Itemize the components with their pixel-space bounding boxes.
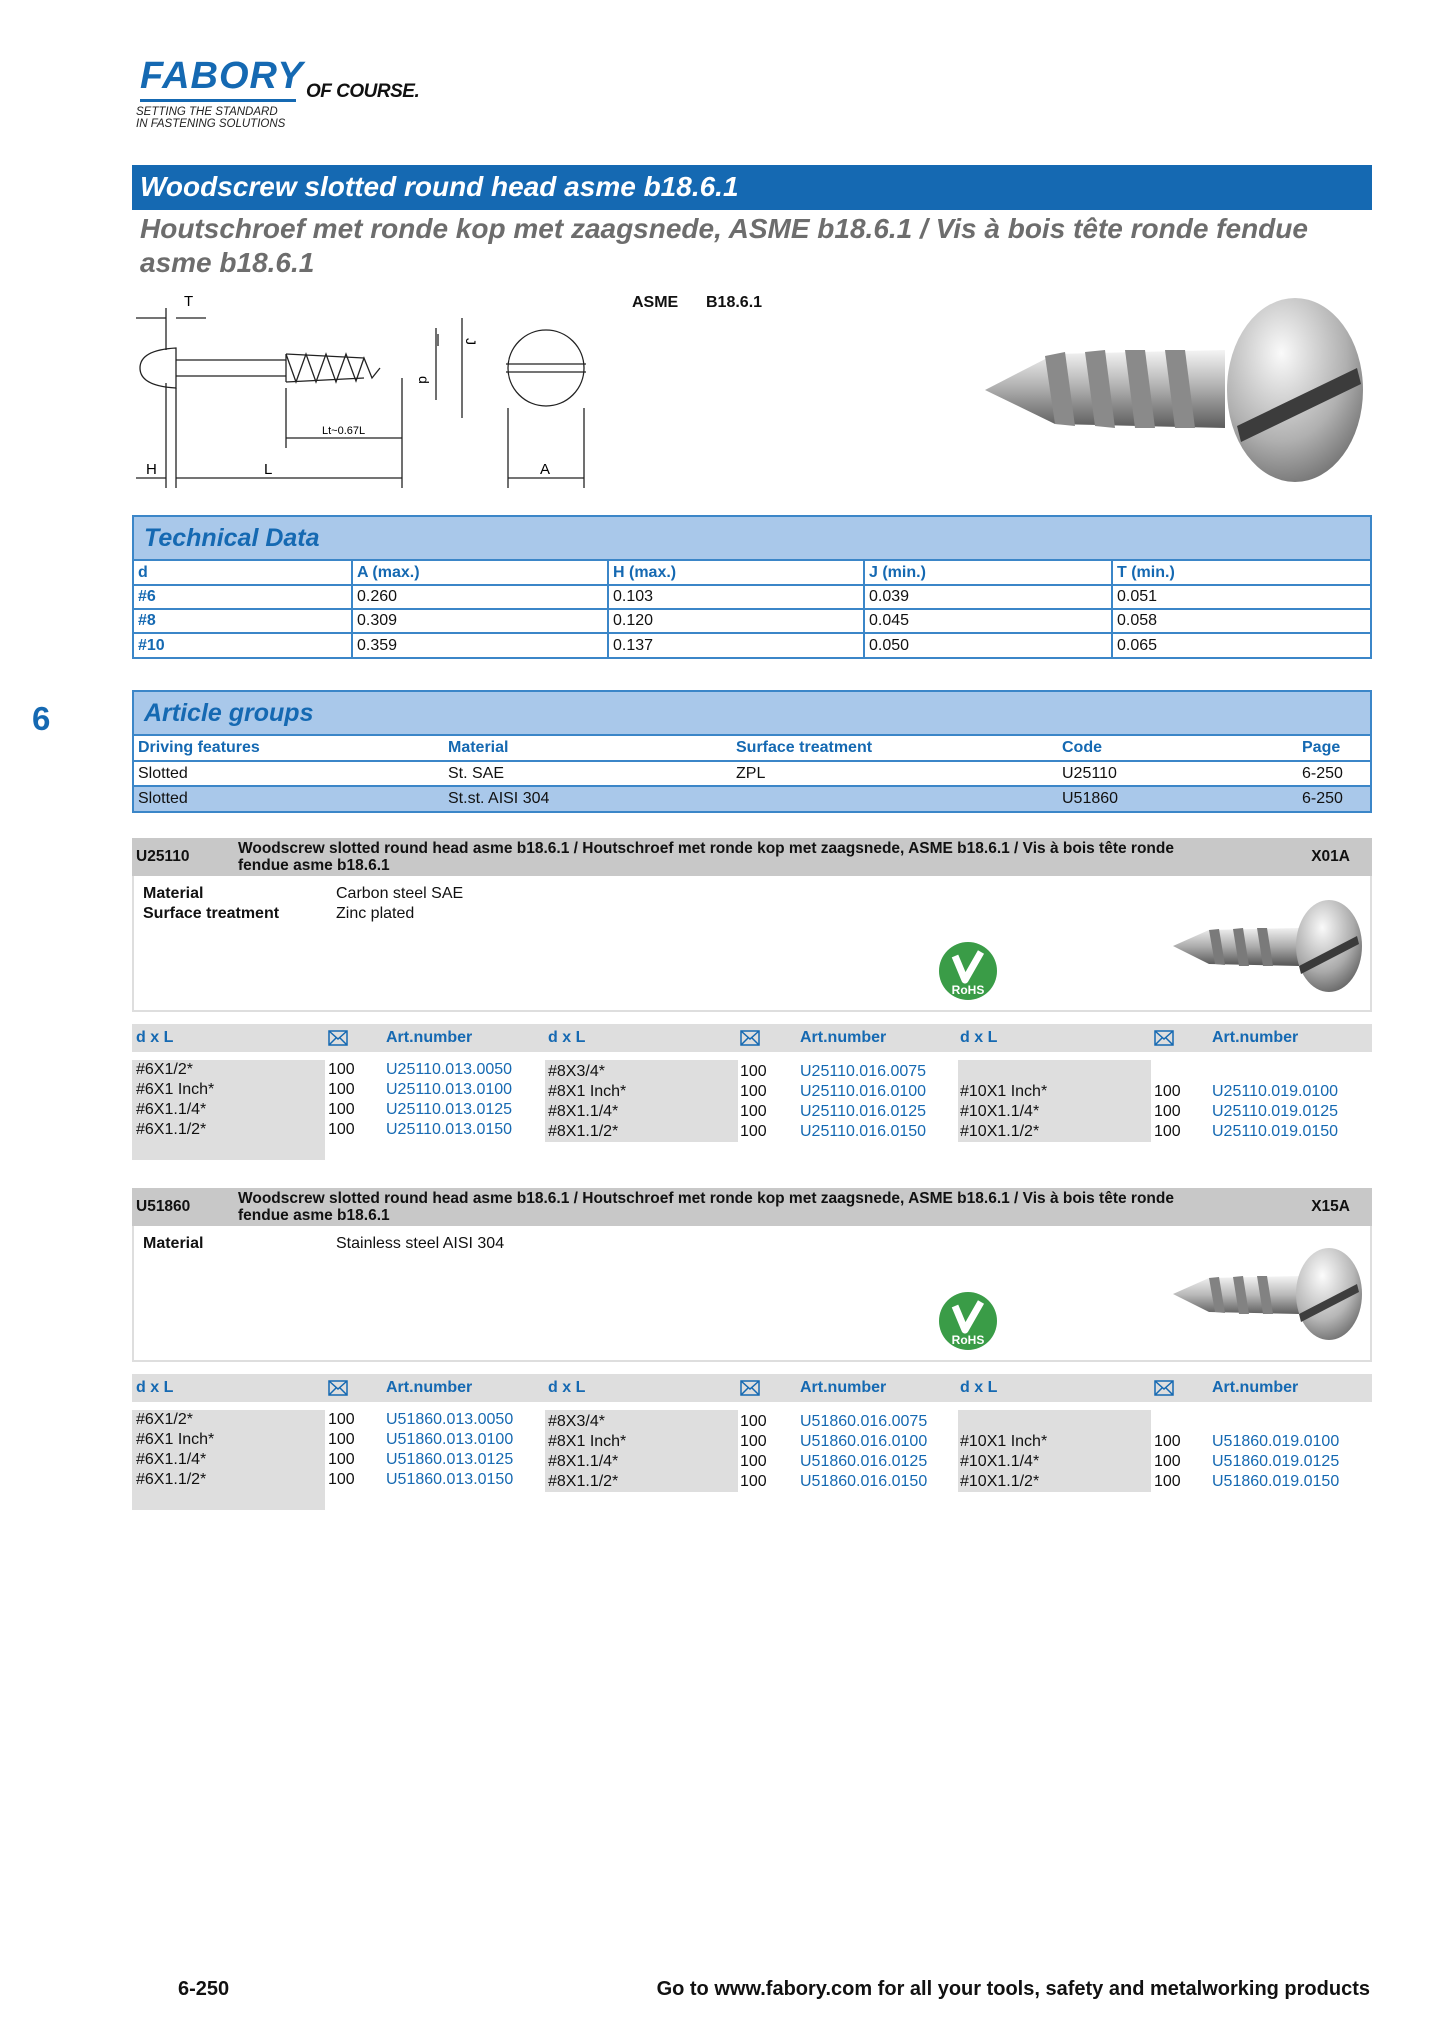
table-cell: St. SAE — [444, 761, 732, 786]
column-header: T (min.) — [1112, 561, 1370, 585]
drawing-label-a: A — [540, 461, 551, 478]
table-cell: 0.120 — [608, 609, 864, 633]
table-cell: U51860 — [1058, 786, 1298, 811]
technical-data-heading: Technical Data — [134, 517, 1370, 561]
column-header: Art.number — [386, 1029, 473, 1046]
size-cell: #10X1 Inch* — [960, 1083, 1048, 1100]
standard-label: ASME — [632, 294, 679, 311]
column-header: d x L — [136, 1029, 174, 1046]
product-code: U51860 — [136, 1198, 191, 1215]
table-cell: Slotted — [134, 786, 444, 811]
technical-drawing — [136, 288, 606, 488]
brand-underline — [140, 99, 296, 102]
size-cell: #6X1.1/2* — [136, 1471, 207, 1488]
quantity-cell: 100 — [328, 1471, 355, 1488]
table-cell: 6-250 — [1298, 761, 1370, 786]
quantity-cell: 100 — [740, 1413, 767, 1430]
column-header: Material — [448, 739, 509, 756]
table-cell: 0.045 — [864, 609, 1112, 633]
article-number-link[interactable]: U51860.019.0125 — [1212, 1453, 1340, 1470]
package-quantity-icon — [1154, 1030, 1174, 1046]
size-cell: #10X1.1/2* — [960, 1473, 1040, 1490]
table-row — [134, 609, 1370, 633]
table-row — [134, 585, 1370, 609]
table-cell: 0.039 — [864, 585, 1112, 609]
article-list — [132, 1024, 1372, 1174]
size-cell: #8X1 Inch* — [548, 1083, 627, 1100]
rohs-badge-icon — [937, 940, 999, 1002]
property-value: Zinc plated — [336, 905, 415, 922]
quantity-cell: 100 — [1154, 1453, 1181, 1470]
table-cell: U25110 — [1058, 761, 1298, 786]
table-row — [134, 633, 1370, 657]
column-header: d x L — [960, 1029, 998, 1046]
package-quantity-icon — [1154, 1380, 1174, 1396]
product-body — [132, 1226, 1372, 1362]
technical-data-table — [134, 561, 1370, 657]
product-photo-small — [1169, 1244, 1364, 1344]
product-description — [238, 840, 1238, 874]
table-cell: #8 — [134, 609, 352, 633]
article-number-link[interactable]: U25110.016.0075 — [800, 1063, 927, 1080]
quantity-cell: 100 — [1154, 1473, 1181, 1490]
article-groups-section — [132, 690, 1372, 813]
package-quantity-icon — [740, 1030, 760, 1046]
section-number: 6 — [32, 700, 51, 737]
quantity-cell: 100 — [328, 1061, 355, 1078]
property-label: Material — [143, 885, 204, 902]
brand-name: FABORY — [140, 55, 304, 97]
quantity-cell: 100 — [328, 1451, 355, 1468]
size-cell: #6X1.1/2* — [136, 1121, 207, 1138]
package-quantity-icon — [328, 1030, 348, 1046]
product-reference: X15A — [1311, 1198, 1350, 1215]
article-number-link[interactable]: U25110.019.0100 — [1212, 1083, 1339, 1100]
product-block — [132, 1188, 1372, 1490]
size-cell: #8X1.1/2* — [548, 1473, 619, 1490]
package-quantity-icon — [328, 1380, 348, 1396]
column-header: d x L — [548, 1029, 586, 1046]
quantity-cell: 100 — [740, 1453, 767, 1470]
table-cell: 0.103 — [608, 585, 864, 609]
drawing-label-lt: Lt~0.67L — [322, 425, 366, 437]
page-number: 6-250 — [178, 1978, 230, 2000]
package-quantity-icon — [740, 1380, 760, 1396]
product-description-line: fendue asme b18.6.1 — [238, 857, 390, 874]
table-cell: ZPL — [732, 761, 1058, 786]
article-number-link[interactable]: U25110.013.0125 — [386, 1101, 513, 1118]
table-cell: 0.137 — [608, 633, 864, 657]
property-value: Carbon steel SAE — [336, 885, 464, 902]
article-number-link[interactable]: U25110.019.0125 — [1212, 1103, 1339, 1120]
size-cell: #6X1/2* — [136, 1411, 193, 1428]
column-header: H (max.) — [608, 561, 864, 585]
brand-tagline-2: IN FASTENING SOLUTIONS — [136, 118, 286, 130]
drawing-label-j: J — [463, 338, 479, 345]
article-groups-heading: Article groups — [134, 692, 1370, 736]
brand-logo — [136, 55, 436, 135]
column-header: d x L — [548, 1379, 586, 1396]
product-photo — [975, 298, 1370, 498]
quantity-cell: 100 — [328, 1101, 355, 1118]
table-header-row — [134, 736, 1370, 761]
article-list — [132, 1374, 1372, 1524]
article-number-link[interactable]: U51860.013.0150 — [386, 1471, 514, 1488]
quantity-cell: 100 — [328, 1411, 355, 1428]
table-cell — [732, 786, 1058, 811]
size-cell: #6X1 Inch* — [136, 1431, 215, 1448]
drawing-label-l: L — [264, 461, 273, 478]
property-label: Material — [143, 1235, 204, 1252]
product-block — [132, 838, 1372, 1140]
size-cell: #6X1.1/4* — [136, 1101, 207, 1118]
table-cell: 0.065 — [1112, 633, 1370, 657]
drawing-label-d: d — [416, 376, 432, 384]
table-cell: 0.058 — [1112, 609, 1370, 633]
page-title: Woodscrew slotted round head asme b18.6.1 — [132, 165, 1372, 210]
product-code: U25110 — [136, 848, 190, 865]
article-number-link[interactable]: U25110.016.0150 — [800, 1123, 927, 1140]
product-header — [132, 1188, 1372, 1226]
table-cell: Slotted — [134, 761, 444, 786]
article-number-link[interactable]: U25110.013.0100 — [386, 1081, 513, 1098]
table-row[interactable] — [134, 761, 1370, 786]
column-header: Art.number — [800, 1379, 887, 1396]
quantity-cell: 100 — [740, 1433, 767, 1450]
property-value: Stainless steel AISI 304 — [336, 1235, 505, 1252]
size-cell: #10X1.1/2* — [960, 1123, 1040, 1140]
table-row[interactable] — [134, 786, 1370, 811]
size-cell: #6X1/2* — [136, 1061, 193, 1078]
product-reference: X01A — [1311, 848, 1350, 865]
column-header: d x L — [136, 1379, 174, 1396]
quantity-cell: 100 — [740, 1123, 767, 1140]
article-groups-table — [134, 736, 1370, 811]
quantity-cell: 100 — [328, 1431, 355, 1448]
column-header: Art.number — [386, 1379, 473, 1396]
table-cell: St.st. AISI 304 — [444, 786, 732, 811]
size-cell: #8X3/4* — [548, 1063, 605, 1080]
article-number-link[interactable]: U51860.016.0125 — [800, 1453, 928, 1470]
quantity-cell: 100 — [740, 1083, 767, 1100]
table-cell: 0.050 — [864, 633, 1112, 657]
article-number-link[interactable]: U25110.016.0125 — [800, 1103, 927, 1120]
column-header: J (min.) — [864, 561, 1112, 585]
table-cell: #6 — [134, 585, 352, 609]
product-photo-small — [1169, 896, 1364, 996]
column-header: Art.number — [1212, 1379, 1299, 1396]
article-number-link[interactable]: U51860.016.0075 — [800, 1413, 928, 1430]
size-cell: #8X1 Inch* — [548, 1433, 627, 1450]
product-description-line: Woodscrew slotted round head asme b18.6.1 / Houtschroef met ronde kop met zaagsnede, ASME b18.6.1 / Vis à bois tête ronde — [238, 840, 1174, 857]
quantity-cell: 100 — [740, 1103, 767, 1120]
standard-value: B18.6.1 — [706, 294, 763, 311]
size-cell: #10X1.1/4* — [960, 1103, 1040, 1120]
quantity-cell: 100 — [740, 1473, 767, 1490]
table-header-row — [134, 561, 1370, 585]
quantity-cell: 100 — [740, 1063, 767, 1080]
quantity-cell: 100 — [1154, 1123, 1181, 1140]
table-cell: 6-250 — [1298, 786, 1370, 811]
article-number-link[interactable]: U25110.016.0100 — [800, 1083, 927, 1100]
table-cell: 0.309 — [352, 609, 608, 633]
product-description-line: fendue asme b18.6.1 — [238, 1207, 390, 1224]
article-number-link[interactable]: U51860.019.0150 — [1212, 1473, 1340, 1490]
column-header: d — [138, 563, 148, 581]
quantity-cell: 100 — [328, 1081, 355, 1098]
drawing-label-t: T — [184, 293, 194, 310]
column-header: Page — [1302, 739, 1341, 756]
article-number-link[interactable]: U51860.016.0100 — [800, 1433, 928, 1450]
brand-tagline — [136, 106, 285, 130]
size-cell: #8X1.1/4* — [548, 1453, 619, 1470]
table-cell: 0.051 — [1112, 585, 1370, 609]
article-number-link[interactable]: U51860.016.0150 — [800, 1473, 928, 1490]
rohs-label: RoHS — [951, 1333, 985, 1347]
column-header: A (max.) — [352, 561, 608, 585]
article-number-link[interactable]: U25110.013.0050 — [386, 1061, 513, 1078]
page-subtitle: Houtschroef met ronde kop met zaagsnede, ASME b18.6.1 / Vis à bois tête ronde fendue asme b18.6.1 — [140, 213, 1308, 278]
rohs-badge-icon — [937, 1290, 999, 1352]
product-description-line: Woodscrew slotted round head asme b18.6.1 / Houtschroef met ronde kop met zaagsnede, ASME b18.6.1 / Vis à bois tête ronde — [238, 1190, 1174, 1207]
quantity-cell: 100 — [1154, 1083, 1181, 1100]
column-header: Art.number — [1212, 1029, 1299, 1046]
column-header: Code — [1062, 739, 1102, 756]
product-header — [132, 838, 1372, 876]
table-cell: #10 — [134, 633, 352, 657]
article-number-link[interactable]: U51860.013.0125 — [386, 1451, 514, 1468]
article-number-link[interactable]: U51860.013.0050 — [386, 1411, 514, 1428]
quantity-cell: 100 — [1154, 1433, 1181, 1450]
column-header: Art.number — [800, 1029, 887, 1046]
product-description — [238, 1190, 1238, 1224]
rohs-label: RoHS — [951, 983, 985, 997]
drawing-label-h: H — [146, 461, 157, 478]
brand-slogan: OF COURSE. — [306, 81, 420, 102]
technical-data-section — [132, 515, 1372, 659]
property-label: Surface treatment — [143, 905, 280, 922]
footer-promo[interactable]: Go to www.fabory.com for all your tools, safety and metalworking products — [656, 1978, 1370, 2000]
size-cell: #8X1.1/4* — [548, 1103, 619, 1120]
size-cell: #10X1.1/4* — [960, 1453, 1040, 1470]
article-number-link[interactable]: U51860.013.0100 — [386, 1431, 514, 1448]
brand-tagline-1: SETTING THE STANDARD — [136, 106, 278, 118]
column-header: d x L — [960, 1379, 998, 1396]
table-cell: 0.260 — [352, 585, 608, 609]
column-header: Driving features — [138, 739, 260, 756]
size-cell: #10X1 Inch* — [960, 1433, 1048, 1450]
article-number-link[interactable]: U25110.019.0150 — [1212, 1123, 1339, 1140]
product-body — [132, 876, 1372, 1012]
article-number-link[interactable]: U25110.013.0150 — [386, 1121, 513, 1138]
quantity-cell: 100 — [328, 1121, 355, 1138]
size-cell: #6X1.1/4* — [136, 1451, 207, 1468]
column-header: Surface treatment — [736, 739, 873, 756]
size-cell: #8X3/4* — [548, 1413, 605, 1430]
size-cell: #6X1 Inch* — [136, 1081, 215, 1098]
table-cell: 0.359 — [352, 633, 608, 657]
size-cell: #8X1.1/2* — [548, 1123, 619, 1140]
article-number-link[interactable]: U51860.019.0100 — [1212, 1433, 1340, 1450]
quantity-cell: 100 — [1154, 1103, 1181, 1120]
